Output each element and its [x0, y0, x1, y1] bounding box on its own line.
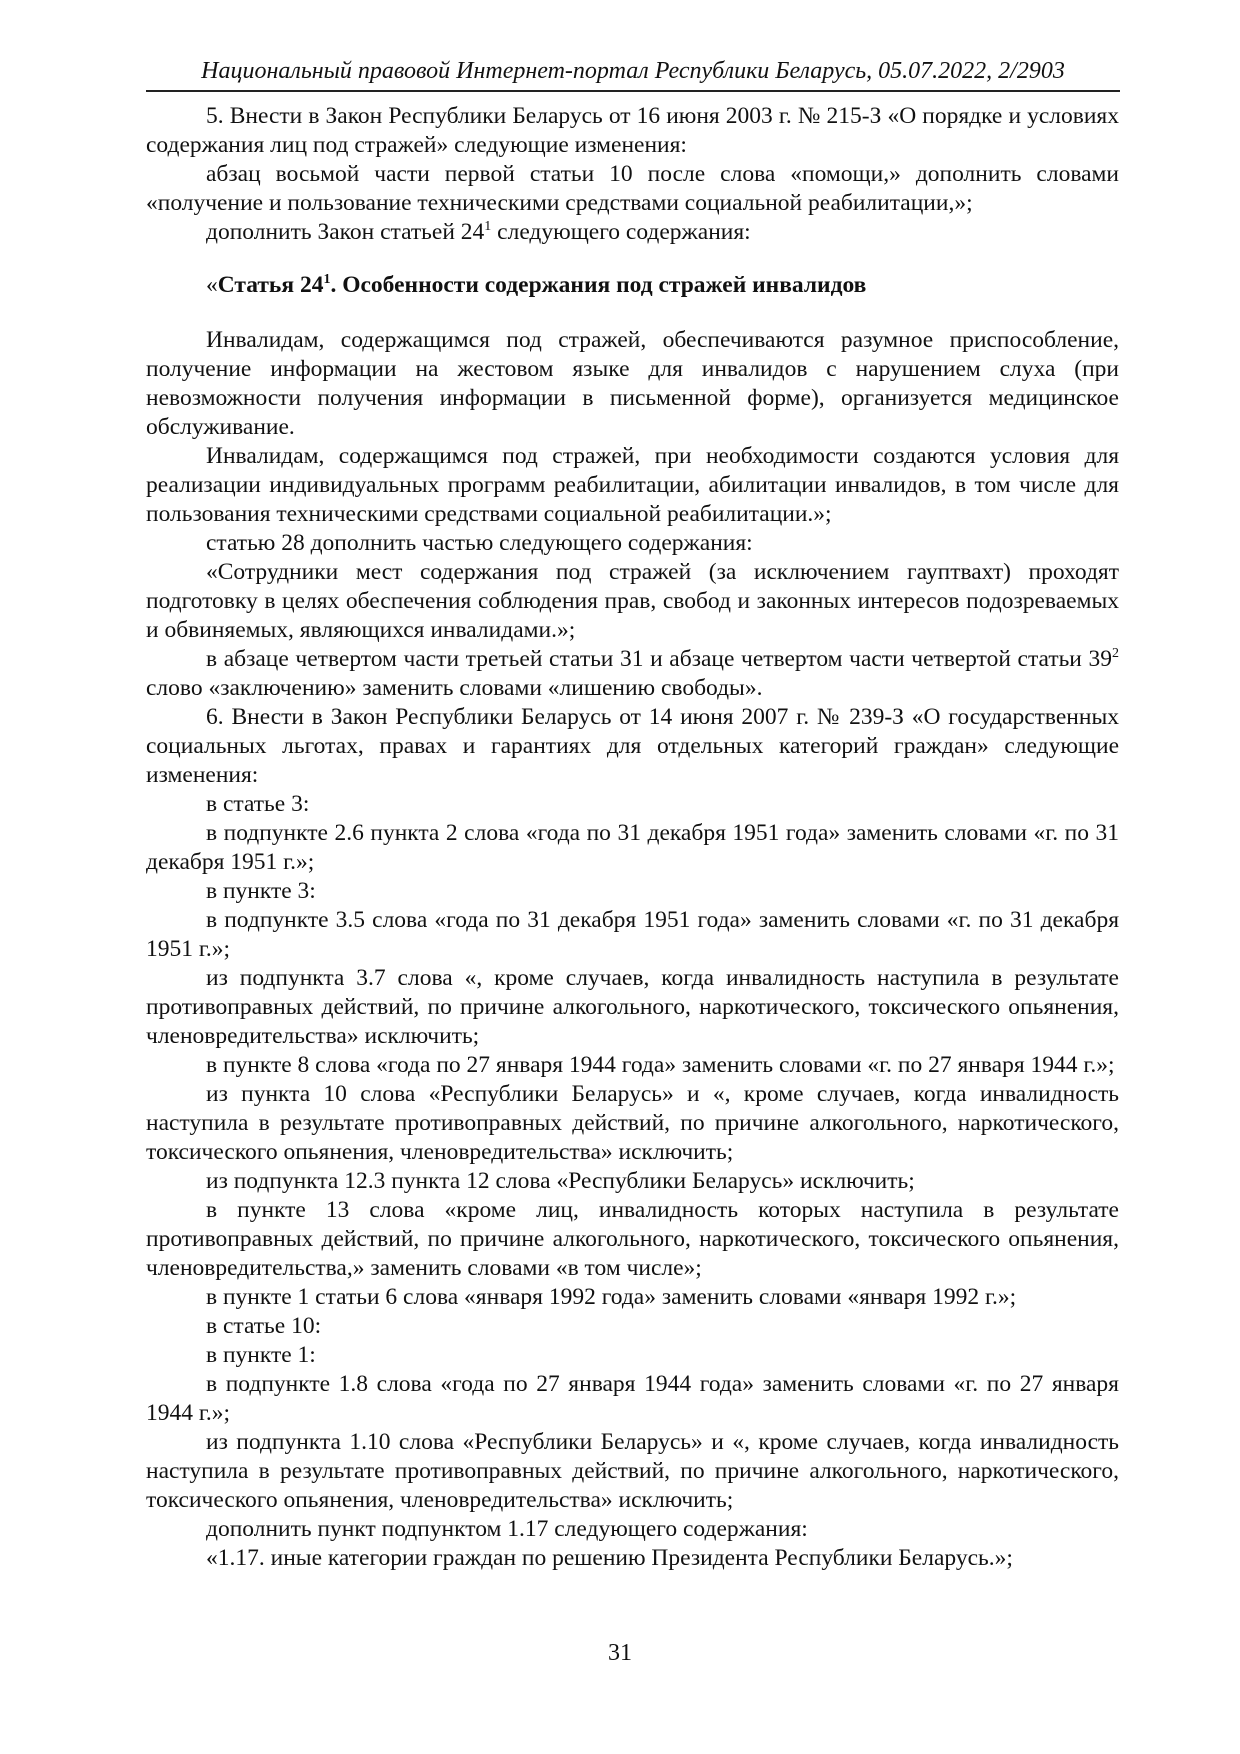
paragraph: в пункте 3:: [206, 878, 316, 904]
paragraph: в подпункте 2.6 пункта 2 слова «года по 31 декабря 1951 года» заменить словами «г. по 31 декабря 1951 г.»;: [146, 820, 1119, 875]
paragraph: в пункте 8 слова «года по 27 января 1944 года» заменить словами «г. по 27 января 1944 г.»;: [206, 1052, 1115, 1078]
paragraph: Инвалидам, содержащимся под стражей, обеспечиваются разумное приспособление, получение информации на жестовом языке для инвалидов с нарушением слуха (при невозможности получения информации в письменной форме), организуется медицинское обслуживание.: [146, 327, 1119, 440]
paragraph: в подпункте 1.8 слова «года по 27 января 1944 года» заменить словами «г. по 27 января 1944 г.»;: [146, 1371, 1119, 1426]
paragraph: в статье 3:: [206, 791, 310, 817]
paragraph: статью 28 дополнить частью следующего содержания:: [206, 530, 753, 556]
paragraph: 5. Внести в Закон Республики Беларусь от 16 июня 2003 г. № 215-З «О порядке и условиях содержания лиц под стражей» следующие изменения:: [146, 103, 1119, 158]
header-divider: [146, 90, 1120, 92]
paragraph: «1.17. иные категории граждан по решению Президента Республики Беларусь.»;: [206, 1545, 1013, 1571]
paragraph: из пункта 10 слова «Республики Беларусь» и «, кроме случаев, когда инвалидность наступила в результате противоправных действий, по причине алкогольного, наркотического, токсического опьянения, членовредительства» исключить;: [146, 1081, 1119, 1165]
paragraph: дополнить Закон статьей $24^1$ следующего содержания:: [206, 219, 751, 245]
superscript: 1: [484, 219, 492, 234]
page-number: 31: [608, 1640, 632, 1666]
document-body: [146, 102, 1119, 1573]
paragraph: из подпункта 3.7 слова «, кроме случаев, когда инвалидность наступила в результате противоправных действий, по причине алкогольного, наркотического, токсического опьянения, членовредительства» исключить;: [146, 965, 1119, 1049]
paragraph: в пункте 1:: [206, 1342, 316, 1368]
paragraph: в подпункте 3.5 слова «года по 31 декабря 1951 года» заменить словами «г. по 31 декабря 1951 г.»;: [146, 907, 1119, 962]
paragraph: абзац восьмой части первой статьи 10 после слова «помощи,» дополнить словами «получение и пользование техническими средствами социальной реабилитации,»;: [146, 161, 1119, 216]
paragraph: в пункте 13 слова «кроме лиц, инвалидность которых наступила в результате противоправных действий, по причине алкогольного, наркотического, токсического опьянения, членовредительства,» заменить словами «в том числе»;: [146, 1197, 1119, 1281]
paragraph: в статье 10:: [206, 1313, 322, 1339]
paragraph: «Сотрудники мест содержания под стражей (за исключением гауптвахт) проходят подготовку в целях обеспечения соблюдения прав, свобод и законных интересов подозреваемых и обвиняемых, являющихся инвалидами.»;: [146, 559, 1119, 643]
paragraph: 6. Внести в Закон Республики Беларусь от 14 июня 2007 г. № 239-З «О государственных социальных льготах, правах и гарантиях для отдельных категорий граждан» следующие изменения:: [146, 704, 1119, 788]
superscript: 2: [1112, 646, 1119, 661]
paragraph: из подпункта 12.3 пункта 12 слова «Республики Беларусь» исключить;: [206, 1168, 915, 1194]
paragraph: Инвалидам, содержащимся под стражей, при необходимости создаются условия для реализации индивидуальных программ реабилитации, абилитации инвалидов, в том числе для пользования техническими средствами социальной реабилитации.»;: [146, 443, 1119, 527]
superscript: 1: [323, 272, 331, 287]
page-header: Национальный правовой Интернет-портал Республики Беларусь, 05.07.2022, 2/2903: [201, 58, 1065, 84]
paragraph: в абзаце четвертом части третьей статьи 31 и абзаце четвертом части четвертой статьи $39^2$ слово «заключению» заменить словами «лишению свободы».: [146, 646, 1119, 701]
article-heading: «Статья $24^1$. Особенности содержания под стражей инвалидов: [206, 272, 867, 298]
paragraph: в пункте 1 статьи 6 слова «января 1992 года» заменить словами «января 1992 г.»;: [206, 1284, 1017, 1310]
paragraph: дополнить пункт подпунктом 1.17 следующего содержания:: [206, 1516, 808, 1542]
paragraph: из подпункта 1.10 слова «Республики Беларусь» и «, кроме случаев, когда инвалидность наступила в результате противоправных действий, по причине алкогольного, наркотического, токсического опьянения, членовредительства» исключить;: [146, 1429, 1119, 1513]
